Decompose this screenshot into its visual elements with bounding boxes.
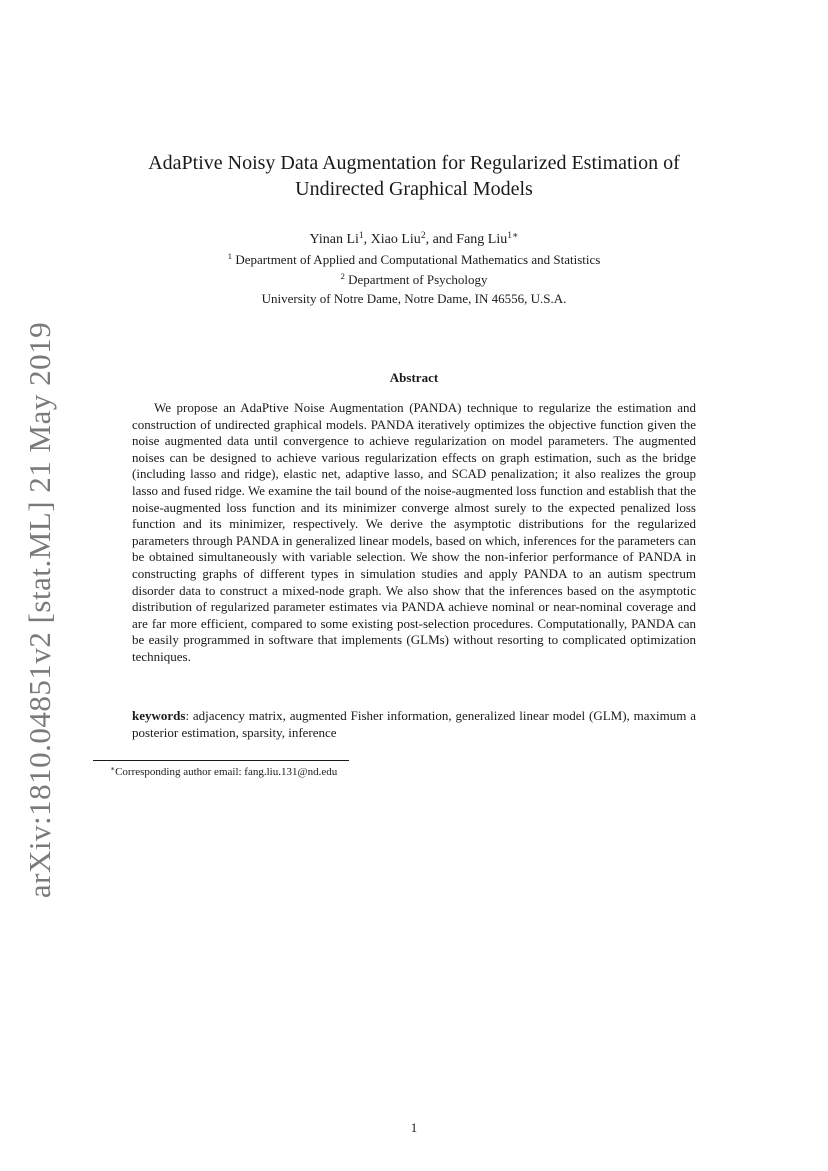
author-affiliation-mark-2: 2	[420, 230, 426, 241]
author-affiliation-mark-3: 1∗	[507, 230, 519, 241]
paper-title-line-2: Undirected Graphical Models	[295, 178, 533, 200]
author-affiliation-mark-1: 1	[358, 230, 364, 241]
footnote	[110, 765, 710, 779]
abstract-heading: Abstract	[389, 370, 439, 385]
affiliation-text-3: University of Notre Dame, Notre Dame, IN 46556, U.S.A.	[261, 291, 567, 306]
author-separator-2: , and	[425, 232, 457, 247]
arxiv-identifier-stamp	[20, 321, 60, 899]
affiliation-text-2: Department of Psychology	[344, 272, 488, 287]
arxiv-identifier-text: arXiv:1810.04851v2 [stat.ML] 21 May 2019	[22, 321, 57, 899]
author-name-1: Yinan Li	[309, 232, 359, 247]
author-separator-1: ,	[363, 232, 371, 247]
paper-title-line-1: AdaPtive Noisy Data Augmentation for Regularized Estimation of	[148, 152, 680, 174]
footnote-rule	[93, 760, 349, 761]
abstract-body: We propose an AdaPtive Noise Augmentation (PANDA) technique to regularize the estimation and construction of undirected graphical models. PANDA iteratively optimizes the objective function given the noise augmented data until convergence to achieve regularization on model parameters. The augmented noises can be designed to achieve various regularization effects on graph estimation, such as the bridge (including lasso and ridge), elastic net, adaptive lasso, and SCAD penalization; it also realizes the group lasso and fused ridge. We examine the tail bound of the noise-augmented loss function and establish that the noise-augmented loss function and its minimizer converge almost surely to the expected penalized loss function and its minimizer, respectively. We derive the asymptotic distributions for the regularized parameters through PANDA in generalized linear models, based on which, inferences for the parameters can be obtained simultaneously with variable selection. We show the non-inferior performance of PANDA in constructing graphs of different types in simulation studies and apply PANDA to an autism spectrum disorder data to construct a mixed-node graph. We also show that the inferences based on the asymptotic distribution of regularized parameter estimates via PANDA achieve nominal or near-nominal coverage and are far more efficient, compared to some existing post-selection procedures. Computationally, PANDA can be easily programmed in software that implements (GLMs) without resorting to complicated optimization techniques.	[132, 400, 696, 664]
affiliation-text-1: Department of Applied and Computational Mathematics and Statistics	[232, 252, 601, 267]
keywords-paragraph	[132, 708, 696, 741]
author-name-3: Fang Liu	[456, 232, 508, 247]
affiliation-2	[100, 271, 728, 289]
footnote-mark: ∗	[110, 763, 116, 773]
author-list	[100, 230, 728, 249]
affiliation-mark-1: 1	[227, 251, 233, 262]
affiliation-mark-2: 2	[340, 271, 345, 282]
affiliation-3	[100, 290, 728, 308]
keywords-text: : adjacency matrix, augmented Fisher information, generalized linear model (GLM), maximum a posterior estimation, sparsity, inference	[132, 708, 696, 740]
paper-title	[100, 150, 728, 202]
footnote-text: Corresponding author email: fang.liu.131@nd.edu	[115, 766, 338, 778]
author-name-2: Xiao Liu	[370, 232, 421, 247]
page-number: 1	[410, 1120, 418, 1135]
affiliation-1	[100, 251, 728, 269]
keywords-label: keywords	[132, 708, 186, 723]
